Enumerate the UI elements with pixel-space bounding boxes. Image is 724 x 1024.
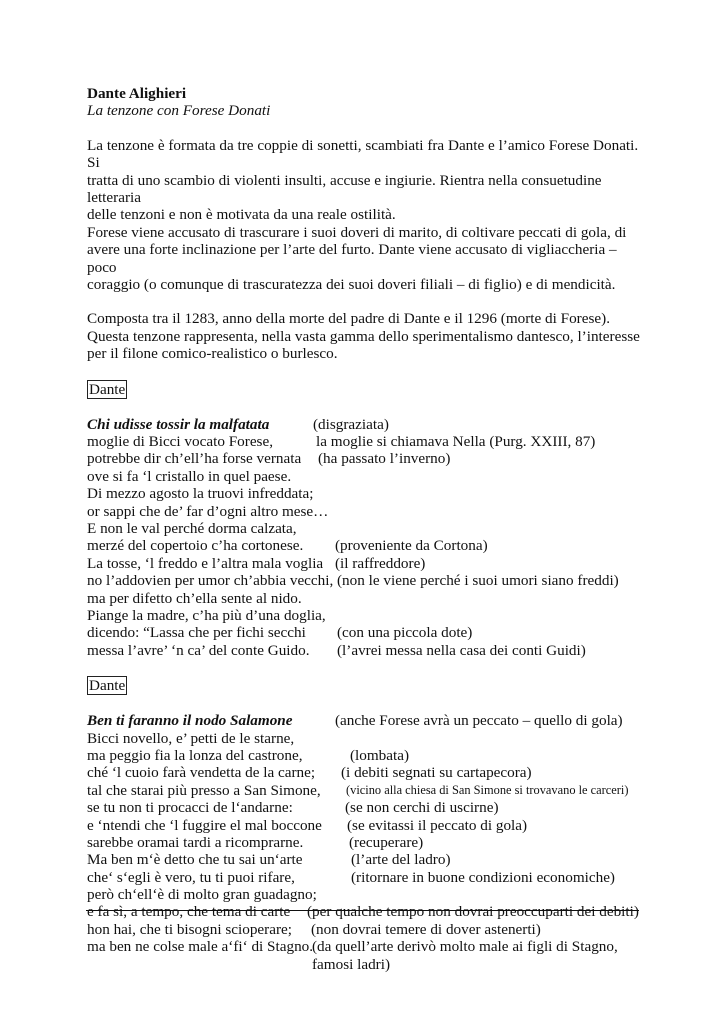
verse-note: (il raffreddore) <box>335 554 426 572</box>
intro-line: avere una forte inclinazione per l’arte del furto. Dante viene accusato di vigliaccheria – poco <box>87 241 617 276</box>
verse-note: (ritornare in buone condizioni economiche) <box>351 868 615 886</box>
context-line: Questa tenzone rappresenta, nella vasta gamma dello sperimentalismo dantesco, l’interesse <box>87 327 640 345</box>
intro-line: Forese viene accusato di trascurare i suoi doveri di marito, di coltivare peccati di gola, di <box>87 223 627 241</box>
sonnet-1 <box>87 416 647 659</box>
verse-text: moglie di Bicci vocato Forese, <box>87 433 274 451</box>
verse-line <box>87 903 647 920</box>
verse-text: La tosse, ‘l freddo e l’altra mala voglia <box>87 554 324 572</box>
verse-text: ma per difetto ch’ella sente al nido. <box>87 589 302 607</box>
verse-text: dicendo: “Lassa che per fichi secchi <box>87 624 306 642</box>
verse-note: (se evitassi il peccato di gola) <box>347 816 528 834</box>
verse-note: (recuperare) <box>349 833 424 851</box>
verse-line <box>87 764 647 781</box>
verse-line <box>87 747 647 764</box>
sonnet-label: Dante <box>89 677 126 695</box>
verse-text: Ben ti faranno il nodo Salamone <box>87 712 293 730</box>
verse-line <box>87 433 647 450</box>
verse-line <box>87 503 647 520</box>
verse-line <box>87 799 647 816</box>
intro-line: coraggio (o comunque di trascuratezza dei suoi doveri filiali – di figlio) e di mendicità. <box>87 276 616 294</box>
verse-text: messa l’avre’ ‘n ca’ del conte Guido. <box>87 641 310 659</box>
verse-text: ché ‘l cuoio farà vendetta de la carne; <box>87 764 316 782</box>
verse-line <box>87 851 647 868</box>
verse-line <box>87 537 647 554</box>
verse-text: Di mezzo agosto la truovi infreddata; <box>87 485 314 503</box>
verse-text: Piange la madre, c’ha più d’una doglia, <box>87 606 326 624</box>
verse-line <box>87 450 647 467</box>
verse-text: sarebbe oramai tardi a ricomprarne. <box>87 833 304 851</box>
verse-text: e ‘ntendi che ‘l fuggire el mal boccone <box>87 816 322 834</box>
verse-text: merzé del copertoio c’ha cortonese. <box>87 537 304 555</box>
context-line: per il filone comico-realistico o burlesco. <box>87 345 338 363</box>
verse-note: (ha passato l’inverno) <box>318 450 451 468</box>
verse-line <box>87 921 647 938</box>
verse-text: se tu non ti procacci de l‘andarne: <box>87 799 293 817</box>
verse-line <box>87 607 647 624</box>
verse-line <box>87 624 647 641</box>
sonnet-2 <box>87 712 647 973</box>
verse-line <box>87 886 647 903</box>
verse-line <box>87 834 647 851</box>
context-line: Composta tra il 1283, anno della morte del padre di Dante e il 1296 (morte di Forese). <box>87 310 610 328</box>
verse-text: e fa sì, a tempo, che tema di carte <box>87 903 291 921</box>
document-page <box>87 85 647 973</box>
intro-line: La tenzone è formata da tre coppie di sonetti, scambiati fra Dante e l’amico Forese Donati. Si <box>87 136 639 172</box>
context-paragraph <box>87 310 647 362</box>
verse-line <box>87 938 647 955</box>
verse-text: ma peggio fia la lonza del castrone, <box>87 746 303 764</box>
intro-line: delle tenzoni e non è motivata da una reale ostilità. <box>87 206 396 224</box>
sonnet-label: Dante <box>89 380 126 398</box>
verse-note: (non dovrai temere di dover astenerti) <box>311 920 541 938</box>
verse-note: (l’arte del ladro) <box>351 851 451 869</box>
verse-text: hon hai, che ti bisogni scioperare; <box>87 920 292 938</box>
verse-text: Ma ben m‘è detto che tu sai un‘arte <box>87 851 303 869</box>
verse-text: ove si fa ‘l cristallo in quel paese. <box>87 467 292 485</box>
verse-text: tal che starai più presso a San Simone, <box>87 781 321 799</box>
verse-text: E non le val perché dorma calzata, <box>87 520 297 538</box>
verse-line <box>87 590 647 607</box>
verse-text: or sappi che de’ far d’ogni altro mese… <box>87 502 329 520</box>
verse-line <box>87 555 647 572</box>
verse-note: (anche Forese avrà un peccato – quello di gola) <box>335 712 623 730</box>
verse-note: (non le viene perché i suoi umori siano freddi) <box>337 572 619 590</box>
bottom-rule <box>86 910 639 911</box>
verse-line <box>87 642 647 659</box>
verse-line <box>87 869 647 886</box>
verse-note: (vicino alla chiesa di San Simone si trovavano le carceri) <box>346 782 629 797</box>
verse-note: (per qualche tempo non dovrai preoccuparti dei debiti) <box>307 903 639 921</box>
verse-line <box>87 485 647 502</box>
verse-note: (se non cerchi di uscirne) <box>345 799 499 817</box>
verse-text: che‘ s‘egli è vero, tu ti puoi rifare, <box>87 868 295 886</box>
work-title: La tenzone con Forese Donati <box>87 102 271 120</box>
verse-line <box>87 817 647 834</box>
verse-note: (con una piccola dote) <box>337 624 473 642</box>
verse-note: (lombata) <box>350 746 410 764</box>
verse-text: Chi udisse tossir la malfatata <box>87 415 270 433</box>
verse-line <box>87 468 647 485</box>
verse-note: la moglie si chiamava Nella (Purg. XXIII, 87) <box>316 433 596 451</box>
verse-note: (da quell’arte derivò molto male ai figli di Stagno, <box>312 938 618 956</box>
verse-text: però ch‘ell‘è di molto gran guadagno; <box>87 886 317 904</box>
intro-paragraph <box>87 137 647 294</box>
verse-note: (proveniente da Cortona) <box>335 537 488 555</box>
verse-line <box>87 572 647 589</box>
verse-line <box>87 712 647 729</box>
verse-line <box>87 520 647 537</box>
verse-text: no l’addovien per umor ch’abbia vecchi, <box>87 572 334 590</box>
verse-text: ma ben ne colse male a‘fi‘ di Stagno. <box>87 938 314 956</box>
verse-note: famosi ladri) <box>312 955 391 973</box>
verse-text: Bicci novello, e’ petti de le starne, <box>87 729 295 747</box>
verse-note: (disgraziata) <box>313 415 389 433</box>
verse-note: (i debiti segnati su cartapecora) <box>341 764 532 782</box>
verse-note: (l’avrei messa nella casa dei conti Guidi) <box>337 641 586 659</box>
verse-line <box>87 956 647 973</box>
intro-line: tratta di uno scambio di violenti insulti, accuse e ingiurie. Rientra nella consuetudine letteraria <box>87 171 602 207</box>
verse-text: potrebbe dir ch’ell’ha forse vernata <box>87 450 302 468</box>
verse-line <box>87 730 647 747</box>
author-heading: Dante Alighieri <box>87 85 187 102</box>
verse-line <box>87 416 647 433</box>
verse-line <box>87 782 647 799</box>
